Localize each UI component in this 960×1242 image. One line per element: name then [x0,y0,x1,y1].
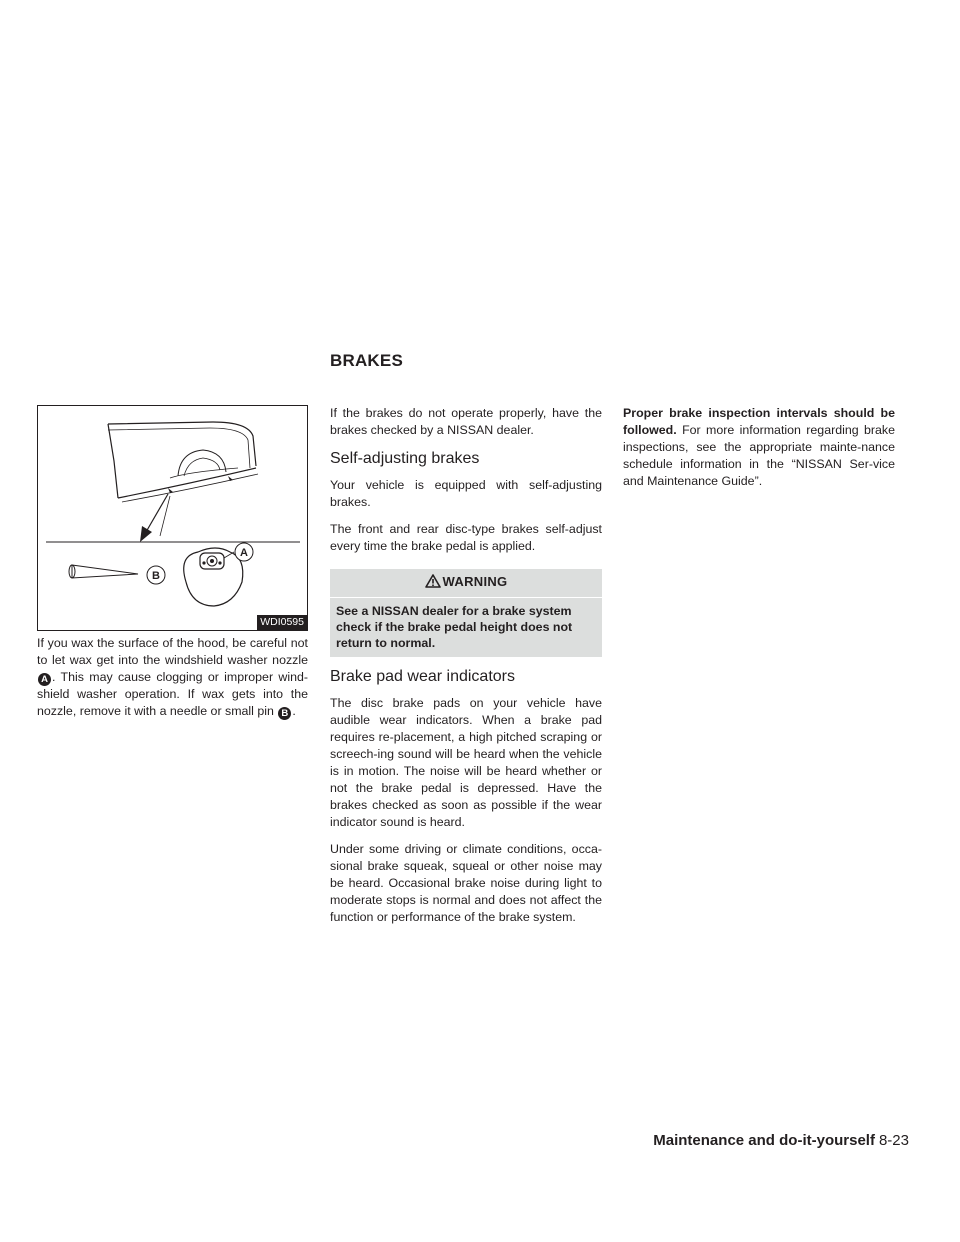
warning-title: WARNING [442,574,508,589]
page-footer [653,1132,909,1149]
inspection-paragraph [623,405,895,490]
footer-chapter-title: Maintenance and do-it-yourself [653,1132,875,1149]
brakes-intro-paragraph: If the brakes do not operate properly, have the brakes checked by a NISSAN dealer. [330,406,602,437]
section-title: BRAKES [330,351,403,370]
self-adjusting-paragraph-2: The front and rear disc-type brakes self-adjust every time the brake pedal is applied. [330,522,602,553]
figure-code: WDI0595 [257,615,307,630]
callout-b: B [278,707,291,720]
hood-wax-text-1: If you wax the surface of the hood, be careful not to let wax get into the windshield washer nozzle [37,636,308,667]
heading-brake-pad-wear-indicators: Brake pad wear indicators [330,668,515,685]
warning-text: See a NISSAN dealer for a brake system check if the brake pedal height does not return to normal. [336,604,573,650]
figure-label-a: A [240,547,248,559]
pad-wear-paragraph-2: Under some driving or climate conditions, occa-sional brake squeak, squeal or other noise may be heard. Occasional brake noise during light to moderate stops is normal and does not affect the function or performance of the brake system. [330,842,602,924]
pad-wear-paragraph-1: The disc brake pads on your vehicle have audible wear indicators. When a brake pad requires re-placement, a high pitched scraping or screech-ing sound will be heard when the vehicle is in motion. The noise will be heard whether or not the brake pedal is depressed. Have the brakes checked as soon as possible if the wear indicator sound is heard. [330,696,602,829]
hood-wax-paragraph [37,635,308,720]
washer-nozzle-figure [37,405,308,631]
column-left [37,405,308,730]
heading-self-adjusting-brakes: Self-adjusting brakes [330,450,480,467]
warning-box [330,569,602,657]
footer-page-number: 8-23 [878,1132,909,1149]
inspection-text: For more information regarding brake inspections, see the appropriate mainte-nance schedule information in the “NISSAN Ser-vice and Maintenance Guide”. [623,423,895,488]
inspection-bold-lead: Proper brake inspection intervals should be followed. [623,406,895,437]
self-adjusting-paragraph-1: Your vehicle is equipped with self-adjusting brakes. [330,478,602,509]
callout-a: A [38,673,51,686]
column-middle [330,405,602,936]
figure-label-b: B [152,570,160,582]
warning-header [330,569,602,598]
washer-nozzle-illustration [38,406,307,630]
warning-triangle-icon [425,574,441,592]
column-right [623,405,895,500]
hood-wax-text-3: . [292,704,296,718]
hood-wax-text-2: . This may cause clogging or improper wind-shield washer operation. If wax gets into the nozzle, remove it with a needle or small pin [37,670,308,718]
